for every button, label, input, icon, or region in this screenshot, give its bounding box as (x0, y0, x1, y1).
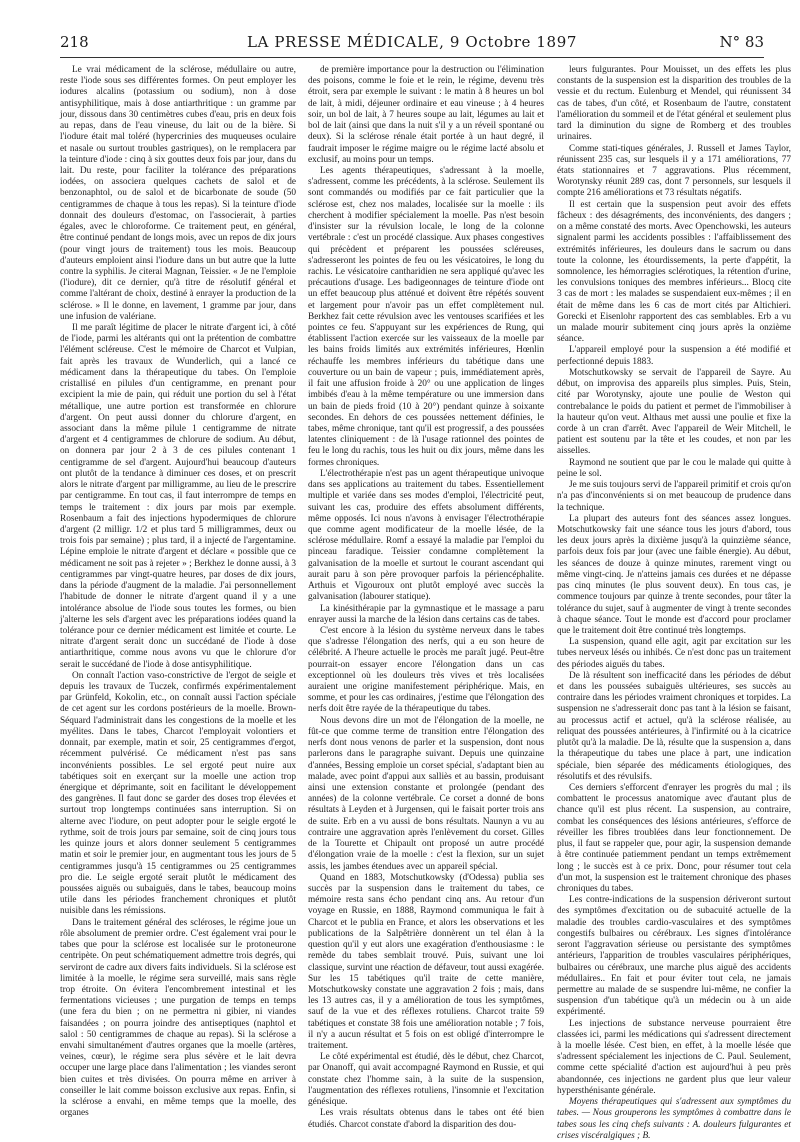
paragraph: de première importance pour la destruction ou l'élimination des poisons, comme le foie et le rein, le régime, devenu très étroit, sera par exemple le suivant : le matin à 8 heures un bol de lait, à midi, déjeuner ordinaire et eau vineuse ; à 4 heures soir, un bol de lait, à 7 heures soupe au lait, légumes au lait et bol de lait (ainsi que dans la nuit s'il y a un réveil spontané ou deux). Si la sclérose rénale était portée à un haut degré, il faudrait imposer le régime maigre ou le régime lacté absolu et exclusif, au moins pour un temps. (308, 65, 544, 165)
header-rule (60, 57, 764, 58)
page-number: 218 (60, 33, 89, 51)
paragraph: Il est certain que la suspension peut avoir des effets fâcheux : des désagréments, des inconvénients, des dangers ; on a même constaté des morts. Avec Openchowski, les auteurs signalent parmi les accidents possibles : l'affaiblissement des extrémités inférieures, les douleurs dans le sacrum ou dans toute la colonne, les étourdissements, la perte d'appétit, la somnolence, les hémorragies sclérotiques, la rétention d'urine, les convulsions toniques des membres inférieurs... Blocq cite 3 cas de mort : les malades se suspendaient eux-mêmes ; il en était de même dans les 6 cas de mort cités par Altichieri. Gorecki et Eisenlohr rapportent des cas semblables. Erb a vu un malade mourir subitement cinq jours après la onzième séance. (557, 199, 791, 345)
paragraph: Le vrai médicament de la sclérose, médullaire ou autre, reste l'iode sous ses différentes formes. On peut employer les iodures alcalins (potassium ou sodium), non à dose antisyphilitique, mais à dose antiarthritique : un gramme par jour, dissous dans 30 centimètres cubes d'eau, pris en deux fois au repas, dans de l'eau vineuse, du lait ou de la bière. Si l'iodure était mal toléré (hypercrinies des muqueuses oculaire et nasale ou surtout troubles gastriques), on le remplacera par la teinture d'iode : cinq à six gouttes deux fois par jour, dans du lait. Du reste, pour faciliter la tolérance des préparations iodées, on associera quelques cachets de salol et de benzonaphtol, ou de salol et de bicarbonate de soude (50 centigrammes de chaque à tous les repas). Si la teinture d'iode donnait des douleurs d'estomac, on l'associerait, à parties égales, avec le chloroforme. Ce traitement peut, en général, être continué pendant de longs mois, avec un repos de dix jours (pour vingt jours de traitement) tous les mois. Beaucoup d'auteurs emploient ainsi l'iodure dans un but autre que la lutte contre la syphilis. Je citerai Magnan, Teissier. « Je ne l'emploie (l'iodure), dit ce dernier, qu'à titre de résolutif général et comme l'altérant de choix, destiné à enrayer la production de la sclérose. » Il le donne, en lavement, 1 gramme par jour, dans une infusion de valériane. (60, 65, 296, 322)
paragraph: De là résultent son inefficacité dans les périodes de début et dans les poussées subaiguës ultérieures, ses succès au contraire dans les périodes vraiment chroniques et torpides. La suspension ne s'adresserait donc pas tant à la lésion se faisant, au processus actif et actuel, qu'à la sclérose réalisée, au reliquat des poussées antérieures, à l'infirmité ou à la cicatrice plutôt qu'à la maladie. De là, résulte que la suspension a, dans la thérapeutique du tabes une place à part, une indication spéciale, bien séparée des médicaments étiologiques, des résolutifs et des révulsifs. (557, 670, 791, 782)
section-heading: Moyens thérapeutiques qui s'adressent aux symptômes du tabes. — Nous grouperons les symptômes à combattre dans le tabes sous les cinq chefs suivants : A. douleurs fulgurantes et crises viscéralgiques ; B. (557, 1097, 791, 1141)
paragraph: Les injections de substance nerveuse pourraient être classées ici, parmi les médications qui s'adressent directement à la moelle lésée. C'est bien, en effet, à la moelle lésée que s'adressent spécialement les injections de C. Paul. Seulement, comme cette spécialité d'action est aujourd'hui à peu près abandonnée, ces injections ne gardent plus que leur valeur hypersthénisante générale. (557, 1018, 791, 1096)
paragraph: La plupart des auteurs font des séances assez longues. Motschutkowsky fait une séance tous les jours d'abord, tous les deux jours après la dixième jusqu'à la quinzième séance, parfois deux fois par jour (avec une faible énergie). Au début, les séances de douze à quinze minutes, rarement vingt ou même vingt-cinq. Je n'atteins jamais ces durées et ne dépasse pas cinq minutes (le plus souvent deux). En tous cas, je commence toujours par quinze à trente secondes, pour tâter la tolérance du sujet, sauf à augmenter de vingt à trente secondes à chaque séance. Tout le monde est d'accord pour proclamer que le traitement doit être continué très longtemps. (557, 513, 791, 636)
running-header (60, 33, 764, 55)
journal-title: LA PRESSE MÉDICALE, 9 Octobre 1897 (247, 33, 577, 51)
issue-number: N° 83 (719, 33, 764, 51)
paragraph: Comme stati-tiques générales, J. Russell et James Taylor, réunissent 235 cas, sur lesquels il y a 171 améliorations, 77 états stationnaires et 7 aggravations. Plus récemment, Worotynsky réunit 289 cas, dont 7 personnels, sur lesquels il compte 216 améliorations et 73 résultats négatifs. (557, 143, 791, 199)
paragraph: Je me suis toujours servi de l'appareil primitif et crois qu'on n'a pas d'inconvénients si on met beaucoup de prudence dans la technique. (557, 480, 791, 513)
paragraph: Les agents thérapeutiques, s'adressant à la moelle, s'adressent, comme les précédents, à la sclérose. Seulement ils sont commandés ou modifiés par ce fait particulier que la sclérose est, chez nos malades, localisée sur la moelle : ils cherchent à modifier spécialement la moelle. Pas n'est besoin d'insister sur la révulsion locale, le long de la colonne vertébrale : c'est un procédé classique. Aux phases congestives qui précèdent et préparent les poussées scléreuses, s'adresseront les pointes de feu ou les vésicatoires, le long du rachis. Le vésicatoire cantharidien ne sera appliqué qu'avec les précautions d'usage. Les badigeonnages de teinture d'iode ont un effet beaucoup plus atténué et doivent être répétés souvent et largement pour n'avoir pas un effet complètement nul. Berkhez fait cette révulsion avec les ventouses scarifiées et les pointes ce feu. S'appuyant sur les expériences de Rung, qui établissent l'action exercée sur les vaisseaux de la moelle par les bains froids limités aux extrémités inférieures, Hœnlin réchauffe les membres inférieurs du tabétique dans une couverture ou un bain de vapeur ; puis, immédiatement après, il fait une affusion froide à 20° ou une application de linges imbibés d'eau à la même température ou une immersion dans un bain de pieds froid (10 à 20°) pendant quinze à soixante secondes. En dehors de ces poussées nettement définies, le tabes, même chronique, tant qu'il est progressif, a des poussées latentes cliniquement : de là l'usage rationnel des pointes de feu le long du rachis, tous les huit ou dix jours, même dans les formes chroniques. (308, 165, 544, 468)
paragraph: Motschutkowsky se servait de l'appareil de Sayre. Au début, on improvisa des appareils plus simples. Puis, Stein, cité par Worotynsky, ajoute une poulie de Weston qui contrebalance le poids du patient et permet de l'immobiliser à la hauteur qu'on veut. Althaus met aussi une poulie et fixe la corde à un cran d'arrêt. Avec l'appareil de Weir Mitchell, le patient est soutenu par la tête et les coudes, et non par les aisselles. (557, 367, 791, 457)
paragraph: La kinésithérapie par la gymnastique et le massage a paru enrayer aussi la marche de la lésion dans certains cas de tabes. (308, 603, 544, 625)
paragraph: Quand en 1883, Motschutkowsky (d'Odessa) publia ses succès par la suspension dans le traitement du tabes, ce mémoire resta sans écho pendant cinq ans. Au retour d'un voyage en Russie, en 1888, Raymond communiqua le fait à Charcot et le publia en France, et alors les observations et les publications de la Salpêtrière donnèrent un tel élan à la question qu'il y eut alors une exagération d'enthousiasme : le remède du tabes semblait trouvé. Puis, suivant une loi classique, survint une réaction de défaveur, tout aussi exagérée. Sur les 15 tabétiques qu'il traite de cette manière, Motschutkowsky constate une aggravation 2 fois ; mais, dans les 13 autres cas, il y a amélioration de tous les symptômes, sauf de la vue et des réflexes rotuliens. Charcot traite 59 tabétiques et constate 38 fois une amélioration notable ; 7 fois, il n'y a aucun résultat et 5 fois on est obligé d'interrompre le traitement. (308, 872, 544, 1052)
paragraph: Nous devons dire un mot de l'élongation de la moelle, ne fût-ce que comme terme de transition entre l'élongation des nerfs dont nous venons de parler et la suspension, dont nous parlerons dans le paragraphe suivant. Depuis une quinzaine d'années, Bessing emploie un corset spécial, s'adaptant bien au malade, avec point d'appui aux salliès et au bassin, produisant ainsi une extension constante et prolongée (pendant des années) de la colonne vertébrale. Ce corset a donné de bons résultats à Leyden et à Jurgensen, qui le faisait porter trois ans de suite. Erb en a vu aussi de bons résultats. Naunyn a vu au contraire une aggravation après l'enlèvement du corset. Gilles de la Tourette et Chipault ont proposé un autre procédé d'élongation vraie de la moelle : c'est la flexion, sur un sujet assis, les jambes étendues avec un appareil spécial. (308, 715, 544, 872)
paragraph: L'appareil employé pour la suspension a été modifié et perfectionné depuis 1883. (557, 345, 791, 367)
paragraph: Il me paraît légitime de placer le nitrate d'argent ici, à côté de l'iode, parmi les altérants qui ont la prétention de combattre l'élément scléreuse. C'est le mémoire de Charcot et Vulpian, fait après les travaux de Wunderlich, qui a lancé ce médicament dans la thérapeutique du tabes. On l'emploie cristallisé en pilules d'un centigramme, en prenant pour excipient la mie de pain, qui réduit une portion du sel à l'état métallique, une autre portion est transformée en chlorure d'argent. On peut aussi donner du chlorure d'argent, en associant dans la même pilule 1 centigramme de nitrate d'argent et 4 centigrammes de chlorure de sodium. Au début, on donnera par jour 2 à 3 de ces pilules contenant 1 centigramme de sel d'argent. Aujourd'hui beaucoup d'auteurs ont plutôt de la tendance à diminuer ces doses, et on prescrit alors le nitrate d'argent par milligramme, au lieu de le prescrire par centigramme. En tout cas, il faut interrompre de temps en temps le traitement : dix jours par mois par exemple. Rosenbaum a fait des injections hypodermiques de chlorure d'argent (2 milligr. 1/2 et plus tard 5 milligrammes, deux ou trois fois par semaine) ; plus tard, il a injecté de l'argentamine. Lépine emploie le nitrate d'argent et déclare « possible que ce médicament ne soit pas à rejeter » ; Berkhez le donne aussi, à 3 centigrammes par vingt-quatre heures, par doses de dix jours, dans la période d'augment de la maladie. J'ai personnellement l'habitude de donner le nitrate d'argent quand il y a une intolérance absolue de l'iode sous toutes les formes, ou bien j'alterne les sels d'argent avec les préparations iodées quand la tolérance pour ce dernier médicament est limitée et courte. Le nitrate d'argent serait donc un succédané de l'iode à dose antiarthritique, comme nous avons vu que le chlorure d'or serait le succédané de l'iode à dose antisyphilitique. (60, 323, 296, 670)
paragraph: Le côté expérimental est étudié, dès le début, chez Charcot, par Onanoff, qui avait accompagné Raymond en Russie, et qui constate chez l'homme sain, à la suite de la suspension, l'augmentation des réflexes rotuliens, l'insomnie et l'excitation génésique. (308, 1052, 544, 1108)
paragraph: L'électrothérapie n'est pas un agent thérapeutique univoque dans ses applications au traitement du tabes. Essentiellement multiple et variée dans ses modes d'emploi, l'électricité peut, suivant les cas, produire des effets absolument différents, même opposés. Ici nous n'avons à envisager l'électrothérapie que comme agent modificateur de la moelle lésée, de la sclérose médullaire. Romf a essayé la maladie par l'emploi du pinceau faradique. Teissier condamne complètement la galvanisation de la moelle et surtout le courant ascendant qui aurait paru à son père provoquer parfois la périencéphalite. Arthuis et Vigouroux ont plutôt employé avec succès la galvanisation (labourer statique). (308, 468, 544, 603)
column-left (60, 65, 296, 1119)
column-middle (308, 65, 544, 1130)
paragraph: leurs fulgurantes. Pour Mouisset, un des effets les plus constants de la suspension est la disparition des troubles de la vessie et du rectum. Eulenburg et Mendel, qui réunissent 34 cas de tabes, d'un côté, et Rosenbaum de l'autre, constatent l'amélioration du sommeil et de l'état général et seulement plus tard la diminution du signe de Romberg et des troubles urinaires. (557, 65, 791, 143)
paragraph: Dans le traitement général des scléroses, le régime joue un rôle absolument de premier ordre. C'est également vrai pour le tabes que pour la sclérose est localisée sur le protoneurone centripète. On peut schématiquement admettre trois degrés, qui serviront de cadre aux divers faits individuels. Si la sclérose est limitée à la moelle, le régime sera surveillé, mais sans règle trop étroite. On évitera l'encombrement intestinal et les fermentations vicieuses ; une purgation de temps en temps (une fera du bien ; on ne permettra ni gibier, ni viandes faisandées ; on pourra joindre des antiseptiques (naphtol et salol : 50 centigrammes de chaque au repas). Si la sclérose a envahi simultanément d'autres organes que la moelle (artères, veines, cœur), le régime sera plus sévère et le lait devra occuper une large place dans l'alimentation ; les viandes seront bien cuites et très divisées. On pourra même en arriver à conseiller le lait comme boisson exclusive aux repas. Enfin, si la sclérose a envahi, en même temps que la moelle, des organes (60, 917, 296, 1119)
paragraph: Les vrais résultats obtenus dans le tabes ont été bien étudiés. Charcot constate d'abord la disparition des dou- (308, 1108, 544, 1130)
paragraph: Ces derniers s'efforcent d'enrayer les progrès du mal ; ils combattent le processus anatomique avec d'autant plus de chance qu'il est plus récent. La suspension, au contraire, combat les conséquences des lésions antérieures, s'efforce de réveiller les fibres troublées dans leur fonctionnement. De plus, il faut se rappeler que, pour agir, la suspension demande à être continuée patiemment pendant un temps extrêmement long ; le succès est à ce prix. Donc, pour résumer tout cela d'un mot, la suspension est le traitement chronique des phases chroniques du tabes. (557, 783, 791, 894)
paragraph: La suspension, quand elle agit, agit par excitation sur les tubes nerveux lésés ou inhibés. Ce n'est donc pas un traitement des périodes aiguës du tabes. (557, 637, 791, 670)
paragraph: Raymond ne soutient que par le cou le malade qui quitte à peine le sol. (557, 457, 791, 479)
paragraph: C'est encore à la lésion du système nerveux dans le tabes que s'adresse l'élongation des nerfs, qui a eu son heure de célébrité. A l'heure actuelle le procès me paraît jugé. Peut-être pourrait-on essayer encore l'élongation dans un cas exceptionnel où les douleurs très vives et très localisées auraient une origine manifestement périphérique. Mais, en somme, et pour les cas ordinaires, j'estime que l'élongation des nerfs doit être rayée de la thérapeutique du tabes. (308, 625, 544, 715)
paragraph: Les contre-indications de la suspension dériveront surtout des symptômes d'excitation ou de subacuité actuelle de la maladie des troubles cardio-vasculaires et des symptômes congestifs bulbaires ou cérébraux. Les signes d'intolérance seront l'aggravation sérieuse ou persistante des symptômes antérieurs, l'apparition de troubles vasculaires périphériques, bulbaires ou cérébraux, une marche plus aiguë des accidents médullaires.. En fait et pour éviter tout cela, ne jamais permettre au malade de se suspendre lui-même, ne confier la suspension d'un tabétique qu'à un médecin ou à un aide expérimenté. (557, 895, 791, 1018)
paragraph: On connaît l'action vaso-constrictive de l'ergot de seigle et depuis les travaux de Tuczek, confirmés expérimentalement par Grünfeld, Kokolin, etc., on connaît aussi l'action spéciale de cet agent sur les cordons postérieurs de la moelle. Brown-Séquard l'administrait dans les congestions de la moelle et les myélites. Dans le tabes, Charcot l'employait volontiers et donnait, par exemple, matin et soir, 25 centigrammes d'ergot, récemment pulvérisé. Ce médicament n'est pas sans inconvénients possibles. Le sel ergoté peut nuire aux tabétiques soit en exerçant sur la moelle une action trop énergique et déprimante, soit en facilitant le développement des gangrènes. Il faut donc se garder des doses trop élevées et surtout trop longtemps continuées sans interruption. Si on alterne avec l'iodure, on peut adopter pour le seigle ergoté le rythme, soit de trois jours par semaine, soit de cinq jours tous les quinze jours et alors donner seulement 5 centigrammes matin et soir le premier jour, en augmentant tous les jours de 5 centigrammes jusqu'à 15 centigrammes ou 25 centigrammes pro die. Le seigle ergoté serait plutôt le médicament des poussées aiguës ou subaiguës, dans le tabes, beaucoup moins utile dans les périodes franchement chroniques et plutôt nuisible dans les rémissions. (60, 670, 296, 917)
column-right (557, 65, 791, 1141)
